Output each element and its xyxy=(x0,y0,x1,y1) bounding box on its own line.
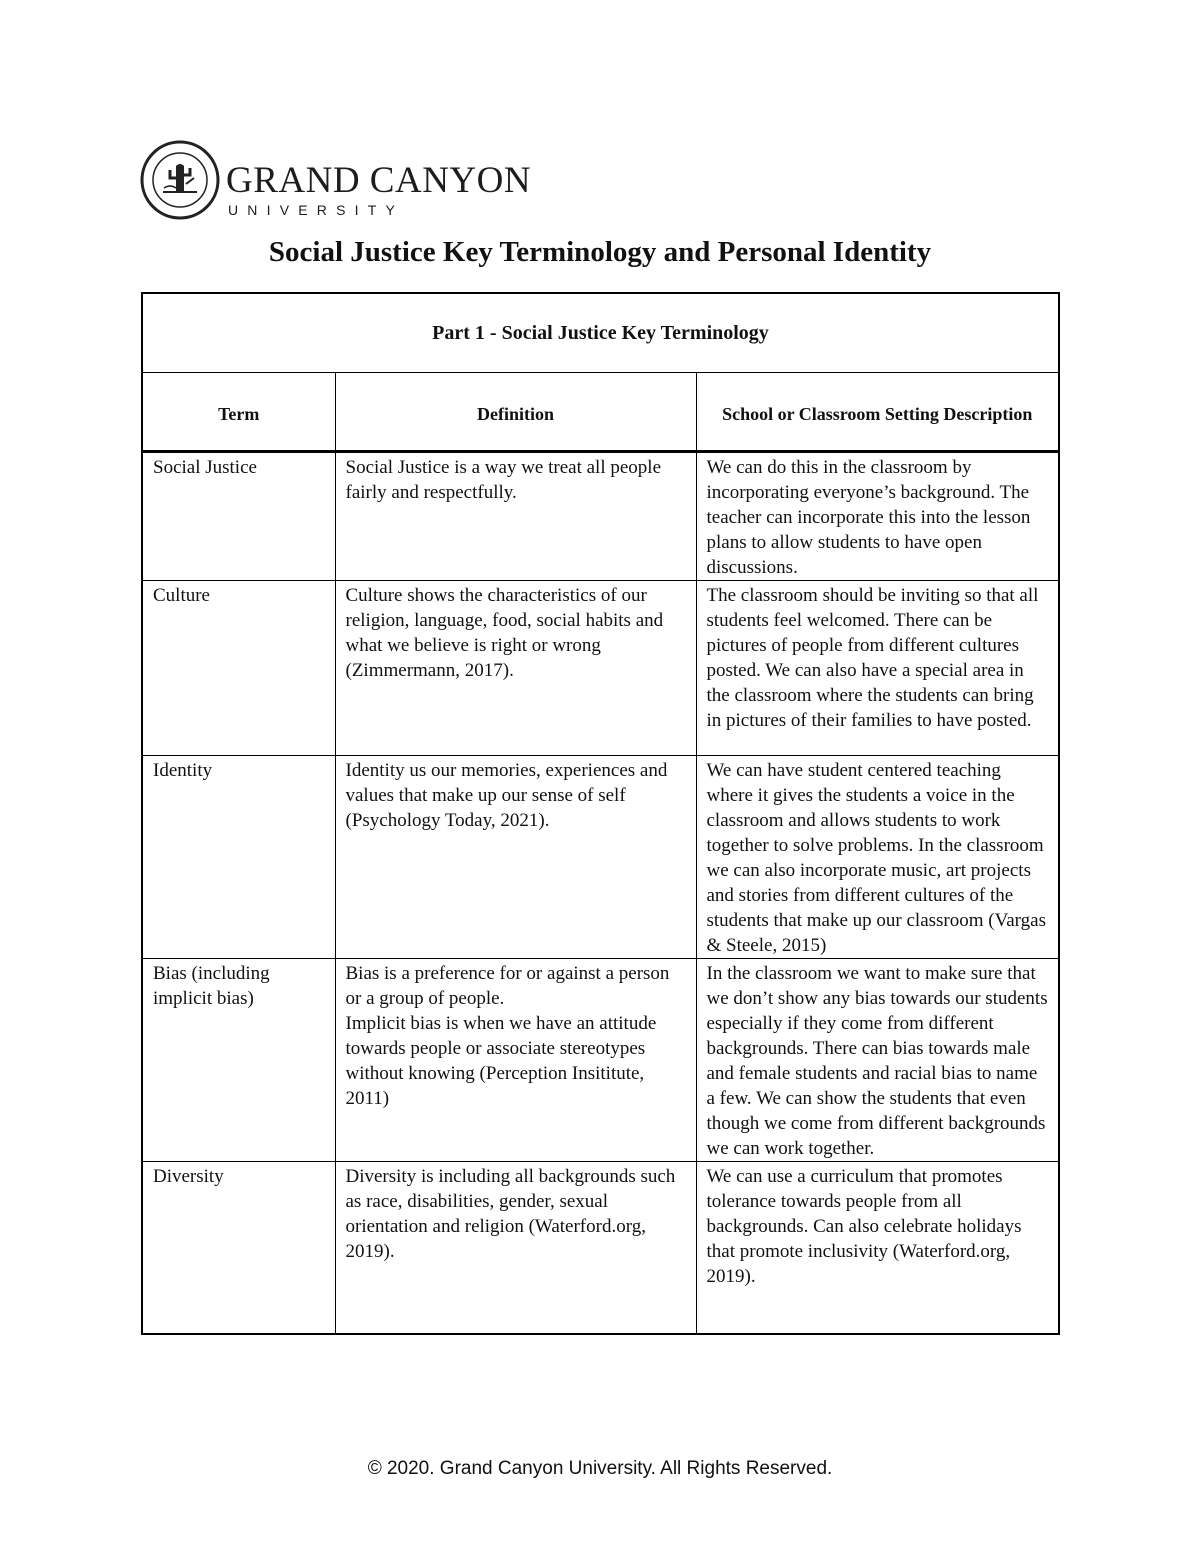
table-row xyxy=(142,581,1059,756)
definition-cell: Diversity is including all backgrounds such as race, disabilities, gender, sexual orientation and religion (Waterford.org, 2019). xyxy=(335,1162,696,1335)
copyright-footer: © 2020. Grand Canyon University. All Rights Reserved. xyxy=(367,1458,833,1479)
university-seal-icon xyxy=(140,140,220,220)
header-definition: Definition xyxy=(335,373,696,452)
term-cell: Bias (including implicit bias) xyxy=(142,959,335,1162)
definition-cell: Culture shows the characteristics of our religion, language, food, social habits and what we believe is right or wrong (Zimmermann, 2017). xyxy=(335,581,696,756)
term-cell: Identity xyxy=(142,756,335,959)
header-description: School or Classroom Setting Description xyxy=(696,373,1059,452)
table-row xyxy=(142,756,1059,959)
term-cell: Social Justice xyxy=(142,452,335,581)
term-cell: Diversity xyxy=(142,1162,335,1335)
description-cell: We can do this in the classroom by incorporating everyone’s background. The teacher can incorporate this into the lesson plans to allow students to have open discussions. xyxy=(696,452,1059,581)
description-cell: We can have student centered teaching where it gives the students a voice in the classroom and allows students to work together to solve problems. In the classroom we can also incorporate music, art projects and stories from different cultures of the students that make up our classroom (Vargas & Steele, 2015) xyxy=(696,756,1059,959)
university-logo xyxy=(140,140,532,220)
definition-cell: Social Justice is a way we treat all people fairly and respectfully. xyxy=(335,452,696,581)
wordmark-line1: GRAND CANYON xyxy=(226,160,532,201)
description-cell: In the classroom we want to make sure that we don’t show any bias towards our students especially if they come from different backgrounds. There can bias towards male and female students and racial bias to name a few. We can show the students that even though we come from different backgrounds we can work together. xyxy=(696,959,1059,1162)
university-wordmark xyxy=(226,162,531,218)
description-cell: The classroom should be inviting so that all students feel welcomed. There can be pictures of people from different cultures posted. We can also have a special area in the classroom where the students can bring in pictures of their families to have posted. xyxy=(696,581,1059,756)
terminology-table xyxy=(141,292,1060,1335)
wordmark-line2: UNIVERSITY xyxy=(228,202,405,218)
table-row xyxy=(142,959,1059,1162)
header-row xyxy=(142,373,1059,452)
document-title: Social Justice Key Terminology and Personal Identity xyxy=(268,236,932,268)
definition-cell: Bias is a preference for or against a person or a group of people. Implicit bias is when we have an attitude towards people or associate stereotypes without knowing (Perception Insititute, 2011) xyxy=(335,959,696,1162)
part-heading: Part 1 - Social Justice Key Terminology xyxy=(142,293,1059,373)
table-row xyxy=(142,452,1059,581)
description-cell: We can use a curriculum that promotes tolerance towards people from all backgrounds. Can also celebrate holidays that promote inclusivity (Waterford.org, 2019). xyxy=(696,1162,1059,1335)
part-heading-row xyxy=(142,293,1059,373)
table-row xyxy=(142,1162,1059,1335)
header-term: Term xyxy=(142,373,335,452)
definition-cell: Identity us our memories, experiences and values that make up our sense of self (Psychology Today, 2021). xyxy=(335,756,696,959)
term-cell: Culture xyxy=(142,581,335,756)
